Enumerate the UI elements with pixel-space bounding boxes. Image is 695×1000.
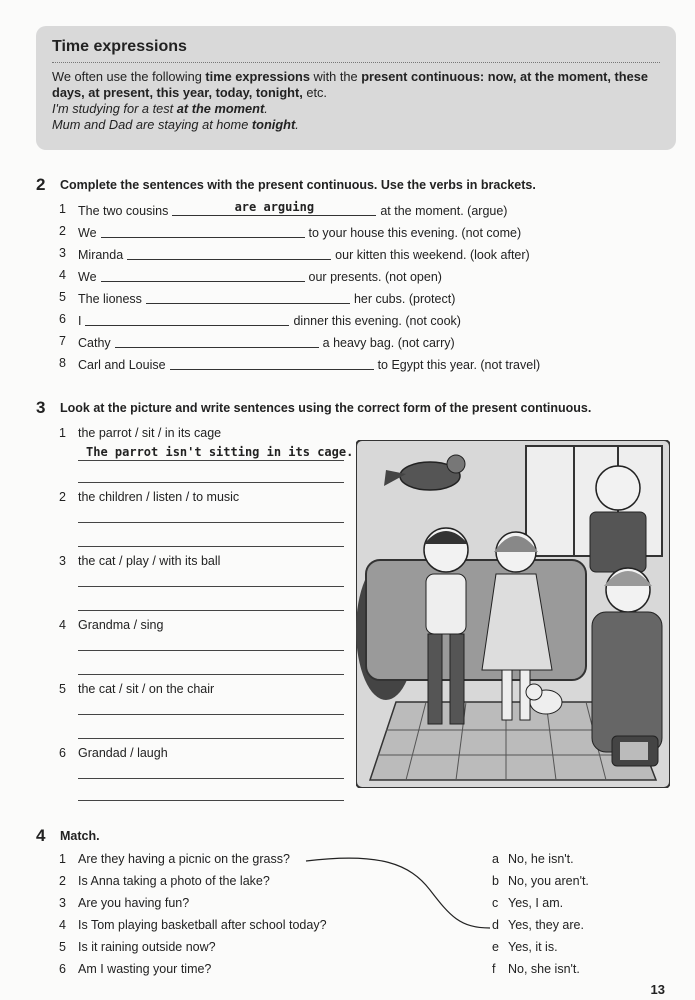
- item-before: The lioness: [78, 292, 142, 306]
- answer-blank[interactable]: [146, 291, 350, 304]
- answer-line[interactable]: [78, 522, 344, 523]
- match-question-5: Is it raining outside now?: [78, 940, 216, 954]
- answer-blank[interactable]: [85, 313, 289, 326]
- example-bold: at the moment: [176, 101, 265, 116]
- telephone: [612, 736, 658, 766]
- item-number: 6: [59, 746, 66, 760]
- match-question-1: Are they having a picnic on the grass?: [78, 852, 290, 866]
- answer-blank[interactable]: [170, 357, 374, 370]
- box-bold: time expressions: [205, 69, 310, 84]
- ex2-item-7: [78, 332, 455, 350]
- answer-text: Yes, they are.: [508, 918, 584, 932]
- item-number: 1: [59, 852, 66, 866]
- exercise-2-instruction: Complete the sentences with the present continuous. Use the verbs in brackets.: [60, 178, 536, 192]
- box-text: We often use the following: [52, 69, 206, 84]
- item-number: 3: [59, 554, 66, 568]
- answer-text: No, she isn't.: [508, 962, 580, 976]
- answer-line[interactable]: [78, 674, 344, 675]
- item-after: to Egypt this year. (not travel): [377, 358, 541, 372]
- item-after: a heavy bag. (not carry): [322, 336, 455, 350]
- item-after: our presents. (not open): [308, 270, 442, 284]
- match-answer-e: [492, 940, 558, 954]
- match-question-4: Is Tom playing basketball after school today?: [78, 918, 327, 932]
- answer-line[interactable]: [78, 586, 344, 587]
- answer-line[interactable]: [78, 800, 344, 801]
- ex3-prompt-3: the cat / play / with its ball: [78, 554, 221, 568]
- item-number: 6: [59, 312, 66, 326]
- item-before: Miranda: [78, 248, 124, 262]
- match-question-6: Am I wasting your time?: [78, 962, 212, 976]
- answer-line[interactable]: [78, 650, 344, 651]
- answer-text: No, you aren't.: [508, 874, 589, 888]
- item-number: 7: [59, 334, 66, 348]
- item-after: at the moment. (argue): [380, 204, 508, 218]
- time-expressions-box: [36, 26, 676, 150]
- box-example-1: [52, 101, 660, 117]
- item-number: 6: [59, 962, 66, 976]
- match-connector-line: [300, 850, 500, 940]
- ex3-answer-1: The parrot isn't sitting in its cage.: [86, 445, 354, 459]
- answer-line[interactable]: [78, 610, 344, 611]
- exercise-4-instruction: Match.: [60, 829, 100, 843]
- ex2-item-5: [78, 288, 455, 306]
- exercise-3-number: 3: [36, 398, 46, 417]
- answer-text: Yes, I am.: [508, 896, 564, 910]
- answer-line[interactable]: [78, 460, 344, 461]
- box-text: etc.: [302, 85, 327, 100]
- exercise-4-number: 4: [36, 826, 46, 845]
- item-number: 5: [59, 290, 66, 304]
- item-before: The two cousins: [78, 204, 169, 218]
- item-before: I: [78, 314, 82, 328]
- ex2-item-2: [78, 222, 521, 240]
- item-number: 2: [59, 874, 66, 888]
- example-text: Mum and Dad are staying at home: [52, 117, 252, 132]
- answer-letter: a: [492, 852, 499, 866]
- item-before: We: [78, 226, 97, 240]
- exercise-3-instruction: Look at the picture and write sentences using the correct form of the present continuous.: [60, 401, 592, 415]
- item-number: 1: [59, 202, 66, 216]
- match-answer-d: [492, 918, 584, 932]
- item-before: We: [78, 270, 97, 284]
- answer-letter: c: [492, 896, 499, 910]
- match-question-3: Are you having fun?: [78, 896, 190, 910]
- filled-answer: are arguing: [234, 200, 315, 214]
- answer-letter: d: [492, 918, 499, 932]
- ex3-prompt-5: the cat / sit / on the chair: [78, 682, 215, 696]
- example-bold: tonight: [251, 117, 296, 132]
- answer-letter: b: [492, 874, 499, 888]
- ex3-prompt-1: the parrot / sit / in its cage: [78, 426, 222, 440]
- answer-letter: f: [492, 962, 496, 976]
- answer-line[interactable]: [78, 482, 344, 483]
- example-text: I'm studying for a test: [52, 101, 177, 116]
- ex2-item-4: [78, 266, 442, 284]
- match-answer-c: [492, 896, 563, 910]
- item-number: 5: [59, 682, 66, 696]
- box-title: Time expressions: [52, 38, 660, 63]
- match-answer-a: [492, 852, 574, 866]
- family-living-room-illustration: [356, 440, 670, 788]
- match-answer-b: [492, 874, 589, 888]
- ex2-item-8: [78, 354, 540, 372]
- page-number: 13: [650, 982, 665, 997]
- item-after: dinner this evening. (not cook): [293, 314, 461, 328]
- item-number: 1: [59, 426, 66, 440]
- exercise-2-number: 2: [36, 175, 46, 194]
- match-question-2: Is Anna taking a photo of the lake?: [78, 874, 270, 888]
- grandad: [590, 466, 646, 572]
- box-text: with the: [309, 69, 362, 84]
- answer-blank[interactable]: [172, 200, 376, 216]
- answer-line[interactable]: [78, 738, 344, 739]
- ex3-prompt-4: Grandma / sing: [78, 618, 164, 632]
- example-text: .: [295, 117, 299, 132]
- item-before: Cathy: [78, 336, 111, 350]
- ex2-item-1: [78, 200, 507, 218]
- item-after: to your house this evening. (not come): [308, 226, 522, 240]
- item-after: our kitten this weekend. (look after): [335, 248, 530, 262]
- answer-line[interactable]: [78, 714, 344, 715]
- answer-letter: e: [492, 940, 499, 954]
- box-example-2: [52, 117, 660, 133]
- answer-text: Yes, it is.: [508, 940, 558, 954]
- item-number: 4: [59, 618, 66, 632]
- ex2-item-3: [78, 244, 530, 262]
- item-number: 4: [59, 918, 66, 932]
- item-number: 4: [59, 268, 66, 282]
- answer-line[interactable]: [78, 546, 344, 547]
- item-number: 8: [59, 356, 66, 370]
- answer-blank[interactable]: [101, 225, 305, 238]
- answer-text: No, he isn't.: [508, 852, 574, 866]
- box-explanation: [52, 69, 660, 101]
- item-number: 2: [59, 224, 66, 238]
- item-before: Carl and Louise: [78, 358, 166, 372]
- item-after: her cubs. (protect): [353, 292, 456, 306]
- answer-blank[interactable]: [115, 335, 319, 348]
- sofa: [366, 560, 586, 680]
- example-text: .: [264, 101, 268, 116]
- ex3-prompt-6: Grandad / laugh: [78, 746, 168, 760]
- box-bold: present continuous: now, at the moment, these days, at present, this year, today, tonight,: [52, 69, 648, 100]
- answer-line[interactable]: [78, 778, 344, 779]
- answer-blank[interactable]: [101, 269, 305, 282]
- item-number: 5: [59, 940, 66, 954]
- match-answer-f: [492, 962, 580, 976]
- answer-blank[interactable]: [127, 247, 331, 260]
- item-number: 3: [59, 246, 66, 260]
- ex2-item-6: [78, 310, 461, 328]
- ex3-prompt-2: the children / listen / to music: [78, 490, 240, 504]
- item-number: 3: [59, 896, 66, 910]
- item-number: 2: [59, 490, 66, 504]
